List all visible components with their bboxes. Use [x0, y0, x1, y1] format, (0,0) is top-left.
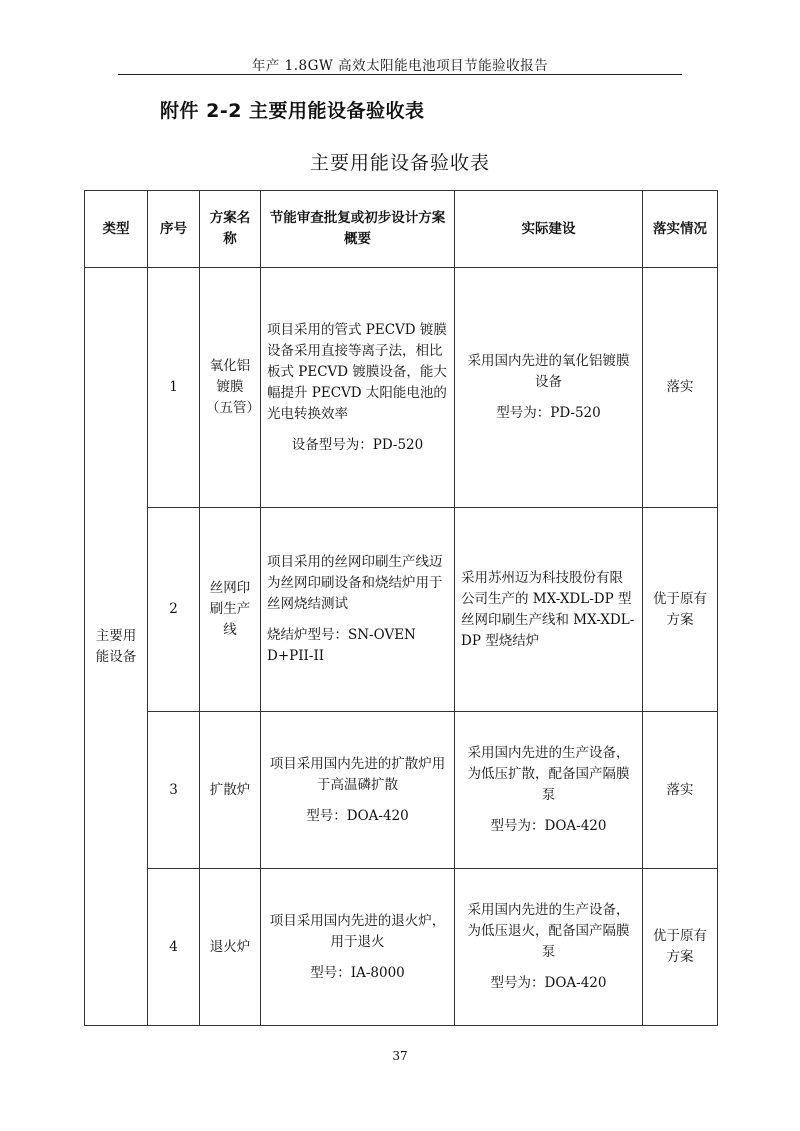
group-label: 主要用能设备 [85, 268, 148, 1026]
row-review [261, 268, 455, 508]
row-actual [455, 712, 643, 869]
header-status: 落实情况 [643, 191, 718, 268]
equipment-acceptance-table [84, 190, 718, 1026]
row-no: 3 [148, 712, 200, 869]
header-rule [118, 74, 682, 75]
review-summary: 项目采用的丝网印刷生产线迈为丝网印刷设备和烧结炉用于丝网烧结测试 [267, 554, 443, 612]
actual-model: 型号为：DOA-420 [490, 818, 607, 834]
table-row [85, 268, 718, 508]
attachment-title: 附件 2-2 主要用能设备验收表 [160, 100, 425, 122]
header-type: 类型 [85, 191, 148, 268]
page-number: 37 [392, 1049, 408, 1063]
row-status: 落实 [643, 268, 718, 508]
row-status: 落实 [643, 712, 718, 869]
row-name: 退火炉 [200, 869, 261, 1026]
table-caption: 主要用能设备验收表 [309, 152, 490, 174]
review-summary: 项目采用的管式 PECVD 镀膜设备采用直接等离子法，相比板式 PECVD 镀膜设备，能大幅提升 PECVD 太阳能电池的光电转换效率 [267, 321, 447, 422]
table-row [85, 508, 718, 712]
review-summary: 项目采用国内先进的扩散炉用于高温磷扩散 [269, 755, 446, 793]
table-header-row [85, 191, 718, 268]
row-actual [455, 268, 643, 508]
row-no: 4 [148, 869, 200, 1026]
row-actual [455, 869, 643, 1026]
review-model: 型号：DOA-420 [306, 807, 409, 824]
review-summary: 项目采用国内先进的退火炉，用于退火 [269, 912, 446, 950]
review-model: 烧结炉型号：SN-OVEN D+PII-II [267, 627, 416, 664]
header-no: 序号 [148, 191, 200, 268]
actual-summary: 采用苏州迈为科技股份有限公司生产的 MX-XDL-DP 型丝网印刷生产线和 MX-XDL-DP 型烧结炉 [461, 569, 635, 649]
row-name: 扩散炉 [200, 712, 261, 869]
actual-model: 型号为：DOA-420 [490, 975, 607, 991]
row-review [261, 869, 455, 1026]
row-actual [455, 508, 643, 712]
header-actual: 实际建设 [455, 191, 643, 268]
row-review [261, 508, 455, 712]
table-row [85, 712, 718, 869]
row-no: 1 [148, 268, 200, 508]
header-name: 方案名称 [200, 191, 261, 268]
row-review [261, 712, 455, 869]
review-model: 设备型号为：PD-520 [291, 436, 424, 453]
row-status: 优于原有方案 [643, 869, 718, 1026]
row-status: 优于原有方案 [643, 508, 718, 712]
actual-summary: 采用国内先进的氧化铝镀膜设备 [467, 353, 630, 390]
row-name: 丝网印刷生产线 [200, 508, 261, 712]
actual-summary: 采用国内先进的生产设备，为低压退火，配备国产隔膜泵 [467, 902, 630, 960]
row-name: 氧化铝镀膜（五管） [200, 268, 261, 508]
actual-summary: 采用国内先进的生产设备，为低压扩散，配备国产隔膜泵 [467, 745, 630, 803]
review-model: 型号：IA-8000 [310, 964, 405, 981]
report-header-title: 年产 1.8GW 高效太阳能电池项目节能验收报告 [251, 58, 549, 74]
row-no: 2 [148, 508, 200, 712]
table-row [85, 869, 718, 1026]
header-review: 节能审查批复或初步设计方案概要 [261, 191, 455, 268]
actual-model: 型号为：PD-520 [496, 405, 601, 421]
